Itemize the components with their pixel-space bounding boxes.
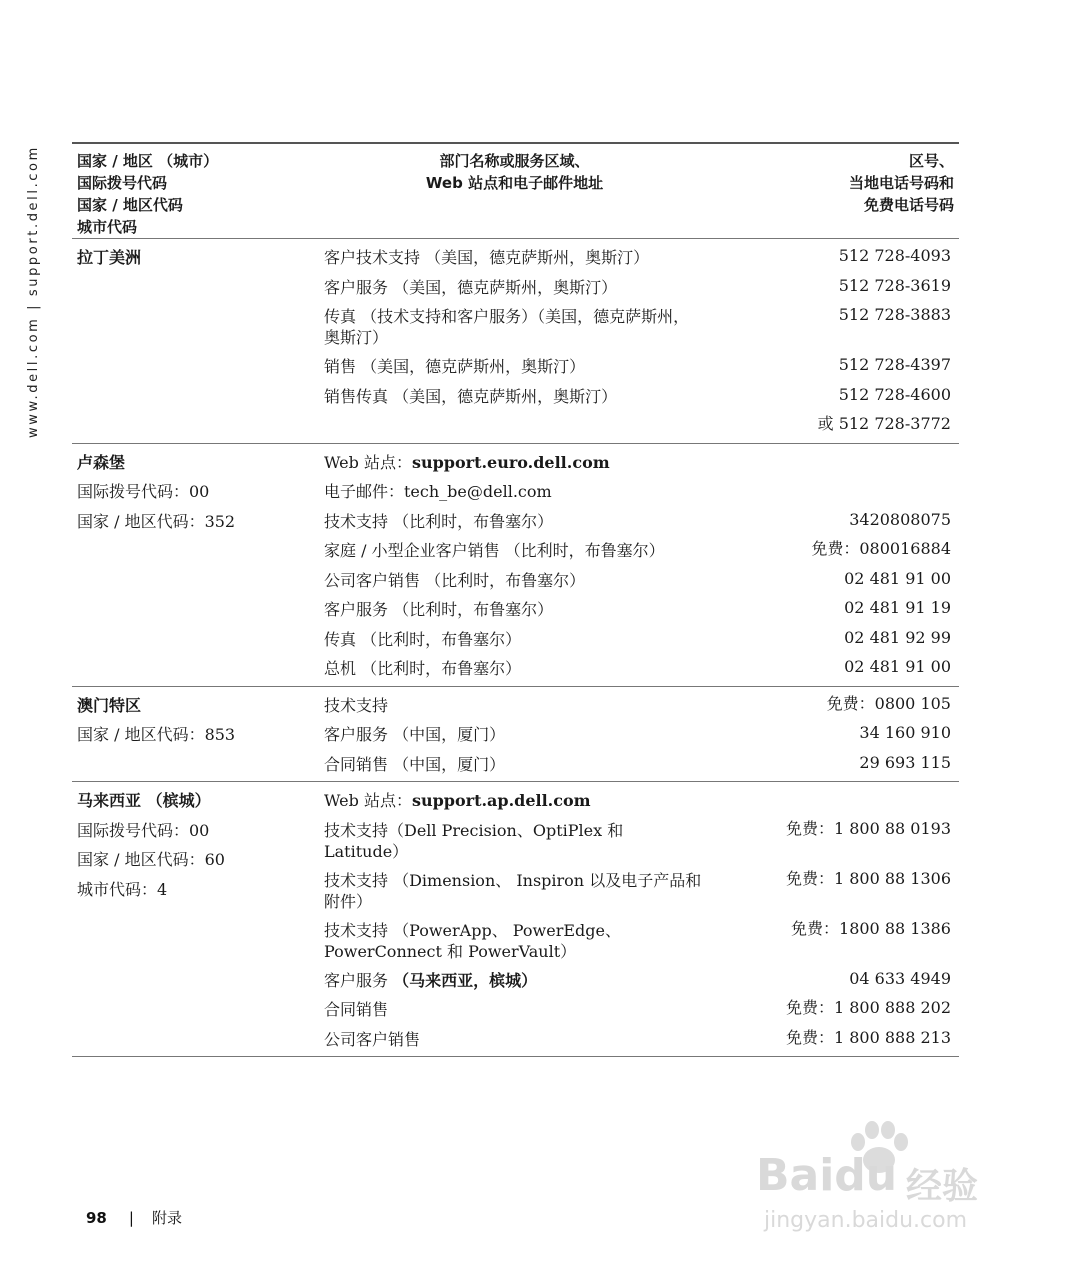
phone-number: 02 481 91 19 (844, 598, 951, 617)
table-row (72, 302, 959, 352)
country-section (72, 444, 959, 687)
service-description: 公司客户销售 （比利时，布鲁塞尔） (324, 570, 586, 590)
table-row (72, 654, 959, 684)
phone-number: 免费：0800 105 (826, 693, 951, 713)
phone-number: 免费：1800 88 1386 (791, 918, 951, 938)
service-description: 客户服务 （比利时，布鲁塞尔） (324, 600, 554, 619)
country-name: 澳门特区 (77, 695, 142, 715)
service-description: 传真 （技术支持和客户服务）（美国，德克萨斯州，奥斯汀） (324, 307, 690, 347)
phone-number: 512 728-4397 (838, 355, 951, 374)
table-row (72, 566, 959, 596)
service-description: 销售传真 （美国，德克萨斯州，奥斯汀） (324, 386, 618, 406)
phone-number: 或 512 728-3772 (817, 414, 951, 433)
service-description: Web 站点：support.euro.dell.com (324, 452, 610, 472)
country-cell (77, 448, 317, 537)
contact-table (72, 142, 959, 1057)
table-row (72, 750, 959, 780)
watermark-brand: Baidu (756, 1150, 898, 1201)
table-row (72, 916, 959, 966)
service-link[interactable]: （马来西亚，槟城） (393, 970, 538, 990)
service-description: 客户服务 （马来西亚，槟城） (324, 970, 538, 990)
phone-number: 34 160 910 (859, 723, 951, 742)
footer-section: 附录 (151, 1209, 182, 1227)
phone-number: 29 693 115 (859, 752, 951, 772)
table-row (72, 1025, 959, 1055)
country-name: 马来西亚 （槟城） (77, 791, 211, 810)
country-code-info: 城市代码：4 (77, 879, 168, 899)
service-description: 技术支持（Dell Precision、OptiPlex 和 Latitude） (324, 820, 624, 861)
service-description: 客户服务 （中国，厦门） (324, 725, 506, 744)
service-description: 合同销售 （中国，厦门） (324, 754, 506, 774)
table-row (72, 995, 959, 1025)
header-country-col: 国家 / 地区 （城市） 国际拨号代码 国家 / 地区代码 城市代码 (77, 152, 219, 236)
table-row (72, 273, 959, 303)
service-description: 总机 （比利时，布鲁塞尔） (324, 659, 522, 678)
phone-number: 02 481 91 00 (844, 657, 951, 676)
country-section (72, 687, 959, 783)
table-row (72, 536, 959, 566)
header-department-col: 部门名称或服务区域、 Web 站点和电子邮件地址 (425, 152, 604, 192)
service-description: 技术支持 (324, 695, 389, 715)
phone-number: 04 633 4949 (849, 968, 951, 988)
service-description: 客户服务 （美国，德克萨斯州，奥斯汀） (324, 277, 618, 297)
service-description: 技术支持 （比利时，布鲁塞尔） (324, 511, 554, 531)
service-description: 技术支持 （PowerApp、 PowerEdge、PowerConnect 和 PowerVault） (324, 920, 621, 961)
country-name: 拉丁美洲 (77, 248, 142, 267)
country-code-info: 国际拨号代码：00 (77, 820, 210, 840)
phone-number (704, 448, 959, 478)
table-body (72, 239, 959, 1057)
phone-number: 免费：080016884 (811, 539, 951, 558)
service-description: 电子邮件：tech_be@dell.com (324, 482, 552, 501)
country-section (72, 782, 959, 1057)
service-description (324, 411, 704, 441)
service-description: 公司客户销售 (324, 1029, 421, 1049)
phone-number: 512 728-4600 (838, 384, 951, 404)
table-row (72, 382, 959, 412)
service-description: 技术支持 （Dimension、 Inspiron 以及电子产品和附件） (324, 870, 702, 911)
phone-number (704, 477, 959, 507)
footer-separator: | (128, 1209, 134, 1227)
phone-number: 免费：1 800 88 1306 (785, 868, 951, 888)
country-code-info: 国家 / 地区代码：853 (77, 725, 236, 744)
phone-number: 3420808075 (849, 509, 951, 529)
table-row (72, 411, 959, 441)
table-header (72, 144, 959, 239)
country-code-info: 国际拨号代码：00 (77, 482, 210, 501)
country-cell (77, 691, 317, 750)
baidu-watermark (756, 1120, 1006, 1240)
phone-number: 免费：1 800 888 213 (785, 1027, 951, 1047)
country-cell (77, 243, 317, 273)
country-code-info: 国家 / 地区代码：352 (77, 511, 236, 531)
service-description: 合同销售 (324, 1000, 389, 1019)
service-description: 销售 （美国，德克萨斯州，奥斯汀） (324, 357, 586, 376)
service-link[interactable]: support.ap.dell.com (411, 791, 591, 810)
service-description: Web 站点：support.ap.dell.com (324, 791, 591, 810)
service-description: 客户技术支持 （美国，德克萨斯州，奥斯汀） (324, 248, 650, 267)
table-row (72, 625, 959, 655)
table-row (72, 352, 959, 382)
phone-number: 02 481 92 99 (844, 627, 951, 647)
watermark-brand-cn: 经验 (906, 1166, 979, 1207)
phone-number: 512 728-3619 (838, 275, 951, 295)
phone-number: 免费：1 800 888 202 (785, 998, 951, 1017)
page-footer (86, 1207, 182, 1228)
phone-number: 02 481 91 00 (844, 568, 951, 588)
country-cell (77, 786, 317, 904)
country-section (72, 239, 959, 444)
table-row (72, 595, 959, 625)
watermark-url: jingyan.baidu.com (764, 1208, 968, 1233)
phone-number (704, 786, 959, 816)
phone-number: 512 728-3883 (838, 305, 951, 324)
table-row (72, 966, 959, 996)
phone-number: 免费：1 800 88 0193 (785, 818, 951, 838)
service-description: 家庭 / 小型企业客户销售 （比利时，布鲁塞尔） (324, 541, 665, 560)
phone-number: 512 728-4093 (838, 246, 951, 265)
header-phone-col: 区号、 当地电话号码和 免费电话号码 (848, 152, 954, 214)
side-url-text: www.dell.com | support.dell.com (26, 145, 41, 438)
service-link[interactable]: support.euro.dell.com (411, 452, 610, 472)
country-code-info: 国家 / 地区代码：60 (77, 850, 225, 869)
service-description: 传真 （比利时，布鲁塞尔） (324, 629, 522, 649)
page-number: 98 (86, 1209, 107, 1227)
country-name: 卢森堡 (77, 452, 126, 472)
